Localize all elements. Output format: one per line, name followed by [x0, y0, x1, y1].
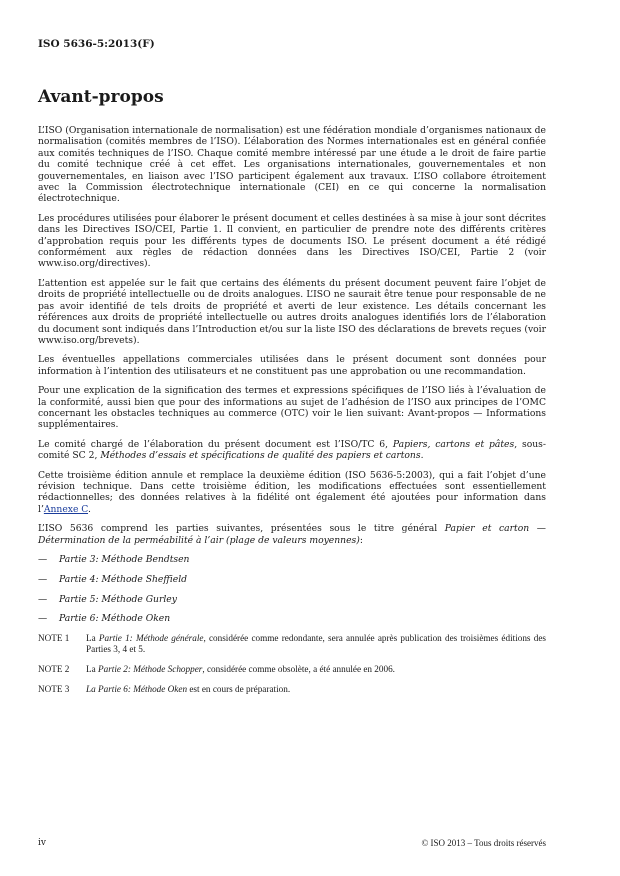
document-body	[38, 125, 546, 704]
note-1	[38, 633, 546, 655]
note-text-b: , considérée comme obsolète, a été annulée en 2006.	[202, 664, 395, 675]
paragraph-8	[38, 523, 546, 546]
note-label: NOTE 3	[38, 684, 70, 695]
paragraph-7	[38, 470, 546, 516]
paragraph-5: Pour une explication de la signification des termes et expressions spécifiques de l’ISO liés à l’évaluation de la conformité, aussi bien que pour des informations au sujet de l’adhésion de l’ISO aux principes de l’OMC concernant les obstacles techniques au commerce (OTC) voir le lien suivant: Avant-propos — Informations supplémentaires.	[38, 385, 546, 431]
list-dash: —	[38, 593, 48, 605]
note-2	[38, 664, 546, 675]
note-3	[38, 684, 546, 695]
page-number: iv	[38, 838, 46, 848]
annex-c-link[interactable]: Annexe C	[43, 503, 89, 515]
paragraph-7-text-b: .	[88, 503, 91, 515]
note-text	[86, 633, 546, 655]
list-dash: —	[38, 613, 48, 625]
page-title: Avant-propos	[38, 87, 164, 107]
paragraph-1: L’ISO (Organisation internationale de normalisation) est une fédération mondiale d’organismes nationaux de normalisation (comités membres de l’ISO). L’élaboration des Normes internationales est en général confiée aux comités techniques de l’ISO. Chaque comité membre intéressé par une étude a le droit de faire partie du comité technique créé à cet effet. Les organisations internationales, gouvernementales et non gouvernementales, en liaison avec l’ISO participent également aux travaux. L’ISO collabore étroitement avec la Commission électrotechnique internationale (CEI) en ce qui concerne la normalisation électrotechnique.	[38, 125, 546, 205]
series-title: Papier et carton — Détermination de la perméabilité à l’air (plage de valeurs moyennes)	[38, 523, 546, 546]
note-text-a: La	[86, 664, 98, 675]
note-label: NOTE 1	[38, 633, 70, 644]
list-item	[38, 613, 546, 624]
note-emphasis: La Partie 6: Méthode Oken	[86, 684, 188, 695]
subcommittee-title: Méthodes d’essais et spécifications de qualité des papiers et cartons	[100, 450, 421, 462]
paragraph-6-text-e: .	[420, 450, 424, 462]
list-dash: —	[38, 573, 48, 585]
parts-list	[38, 554, 546, 625]
paragraph-6-text-c: , sous-comité SC 2,	[38, 438, 546, 462]
paragraph-7-text-a: Cette troisième édition annule et remplace la deuxième édition (ISO 5636-5:2003), qui a fait l’objet d’une révision technique. Dans cette troisième édition, les modifications effectuées sont essentiellement rédactionnelles; des données relatives à la fidélité ont également été ajoutées pour information dans l’	[38, 469, 546, 515]
list-item-label: Partie 5: Méthode Gurley	[59, 593, 177, 605]
paragraph-8-text-a: L’ISO 5636 comprend les parties suivantes, présentées sous le titre général	[38, 523, 445, 535]
note-text	[86, 664, 546, 675]
note-label: NOTE 2	[38, 664, 70, 675]
paragraph-2: Les procédures utilisées pour élaborer le présent document et celles destinées à sa mise à jour sont décrites dans les Directives ISO/CEI, Partie 1. Il convient, en particulier de prendre note des différents critères d’approbation requis pour les différents types de documents ISO. Le présent document a été rédigé conformément aux règles de rédaction données dans les Directives ISO/CEI, Partie 2 (voir www.iso.org/directives).	[38, 212, 546, 270]
list-item-label: Partie 6: Méthode Oken	[59, 613, 171, 625]
list-item	[38, 574, 546, 585]
note-text-b: est en cours de préparation.	[187, 684, 291, 695]
note-emphasis: Partie 2: Méthode Schopper	[98, 664, 203, 675]
paragraph-3: L’attention est appelée sur le fait que certains des éléments du présent document peuvent faire l’objet de droits de propriété intellectuelle ou de droits analogues. L’ISO ne saurait être tenue pour responsable de ne pas avoir identifié de tels droits de propriété et averti de leur existence. Les détails concernant les références aux droits de propriété intellectuelle ou autres droits analogues identifiés lors de l’élaboration du document sont indiqués dans l’Introduction et/ou sur la liste ISO des déclarations de brevets reçues (voir www.iso.org/brevets).	[38, 277, 546, 346]
note-emphasis: Partie 1: Méthode générale	[98, 633, 204, 644]
paragraph-4: Les éventuelles appellations commerciales utilisées dans le présent document sont données pour information à l’intention des utilisateurs et ne constituent pas une approbation ou une recommandation.	[38, 354, 546, 377]
note-text-b: , considérée comme redondante, sera annulée après publication des troisièmes éditions des Parties 3, 4 et 5.	[86, 633, 546, 655]
paragraph-6-text-a: Le comité chargé de l’élaboration du présent document est l’ISO/TC 6,	[38, 438, 393, 450]
document-id: ISO 5636-5:2013(F)	[38, 38, 155, 50]
committee-title: Papiers, cartons et pâtes	[392, 438, 515, 450]
paragraph-8-text-c: :	[359, 534, 363, 546]
list-item-label: Partie 3: Méthode Bendtsen	[59, 554, 190, 565]
copyright-notice: © ISO 2013 – Tous droits réservés	[421, 838, 546, 848]
list-dash: —	[38, 554, 48, 565]
list-item-label: Partie 4: Méthode Sheffield	[59, 573, 188, 585]
paragraph-6	[38, 439, 546, 462]
list-item	[38, 554, 546, 565]
note-text	[86, 684, 546, 695]
list-item	[38, 594, 546, 605]
note-text-a: La	[86, 633, 99, 644]
